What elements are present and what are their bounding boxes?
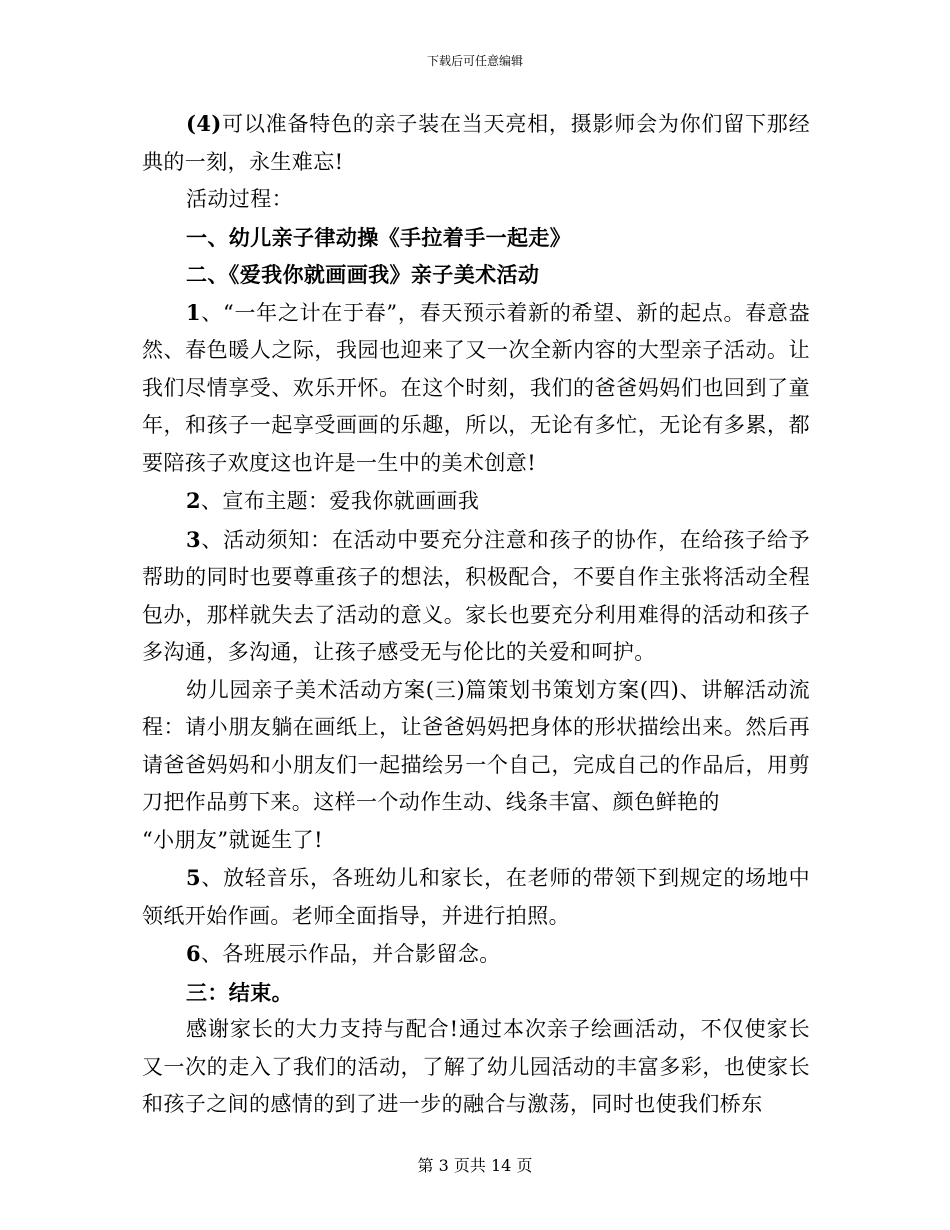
paragraph-step-3 [142,521,810,672]
heading-text: 一、幼儿亲子律动操《手拉着手一起走》 [186,224,572,250]
paragraph-text: 幼儿园亲子美术活动方案(三)篇策划书策划方案(四)、讲解活动流程：请小朋友躺在画纸上，让爸爸妈妈把身体的形状描绘出来。然后再请爸爸妈妈和小朋友们一起描绘另一个自己，完成自己的作品后，用剪刀把作品剪下来。这样一个动作生动、线条丰富、颜色鲜艳的 [142,677,810,814]
item-number: 3 [186,526,202,552]
paragraph-text: “小朋友”就诞生了! [142,827,323,852]
paragraph-text: 、“一年之计在于春”，春天预示着新的希望、新的起点。春意盎然、春色暖人之际，我园也迎来了又一次全新内容的大型亲子活动。让我们尽情享受、欢乐开怀。在这个时刻，我们的爸爸妈妈们也回到了童年，和孩子一起享受画画的乐趣，所以，无论有多忙，无论有多累，都要陪孩子欢度这也许是一生中的美术创意! [142,300,810,475]
paragraph-step-5 [142,859,810,935]
paragraph-closing [142,1011,810,1124]
paragraph-item-4 [142,105,810,181]
section-heading-3 [142,974,810,1012]
paragraph-continuation [142,822,810,860]
paragraph-text: 、活动须知：在活动中要充分注意和孩子的协作，在给孩子给予帮助的同时也要尊重孩子的想法，积极配合，不要自作主张将活动全程包办，那样就失去了活动的意义。家长也要充分利用难得的活动和孩子多沟通，多沟通，让孩子感受无与伦比的关爱和呵护。 [142,527,810,664]
paragraph-text: 、各班展示作品，并合影留念。 [201,942,501,966]
paragraph-text: 、放轻音乐，各班幼儿和家长，在老师的带领下到规定的场地中领纸开始作画。老师全面指导，并进行拍照。 [142,866,810,928]
item-number: 5 [186,865,202,890]
heading-text: 二、《爱我你就画画我》亲子美术活动 [186,262,540,287]
item-number: 6 [186,941,202,966]
paragraph-text: 、宣布主题：爱我你就画画我 [201,489,480,513]
document-body [142,105,810,1124]
heading-text: 三：结束。 [186,979,293,1005]
item-number: (4) [186,111,222,136]
paragraph-step-1 [142,294,810,483]
section-heading-1 [142,219,810,257]
section-heading-2 [142,256,810,294]
page-header: 下载后可任意编辑 [426,54,523,68]
paragraph-step-4 [142,672,810,822]
paragraph-step-2 [142,482,810,521]
paragraph-text: 活动过程： [186,187,293,211]
activity-process-label [142,181,810,219]
page-footer: 第 3 页共 14 页 [417,1156,533,1175]
item-number: 2 [186,488,202,513]
paragraph-text: 可以准备特色的亲子装在当天亮相，摄影师会为你们留下那经典的一刻，永生难忘! [142,112,810,174]
paragraph-step-6 [142,935,810,974]
item-number: 1 [186,299,202,325]
paragraph-text: 感谢家长的大力支持与配合!通过本次亲子绘画活动，不仅使家长又一次的走入了我们的活动，了解了幼儿园活动的丰富多彩，也使家长和孩子之间的感情的到了进一步的融合与激荡，同时也使我们桥东 [142,1017,810,1116]
